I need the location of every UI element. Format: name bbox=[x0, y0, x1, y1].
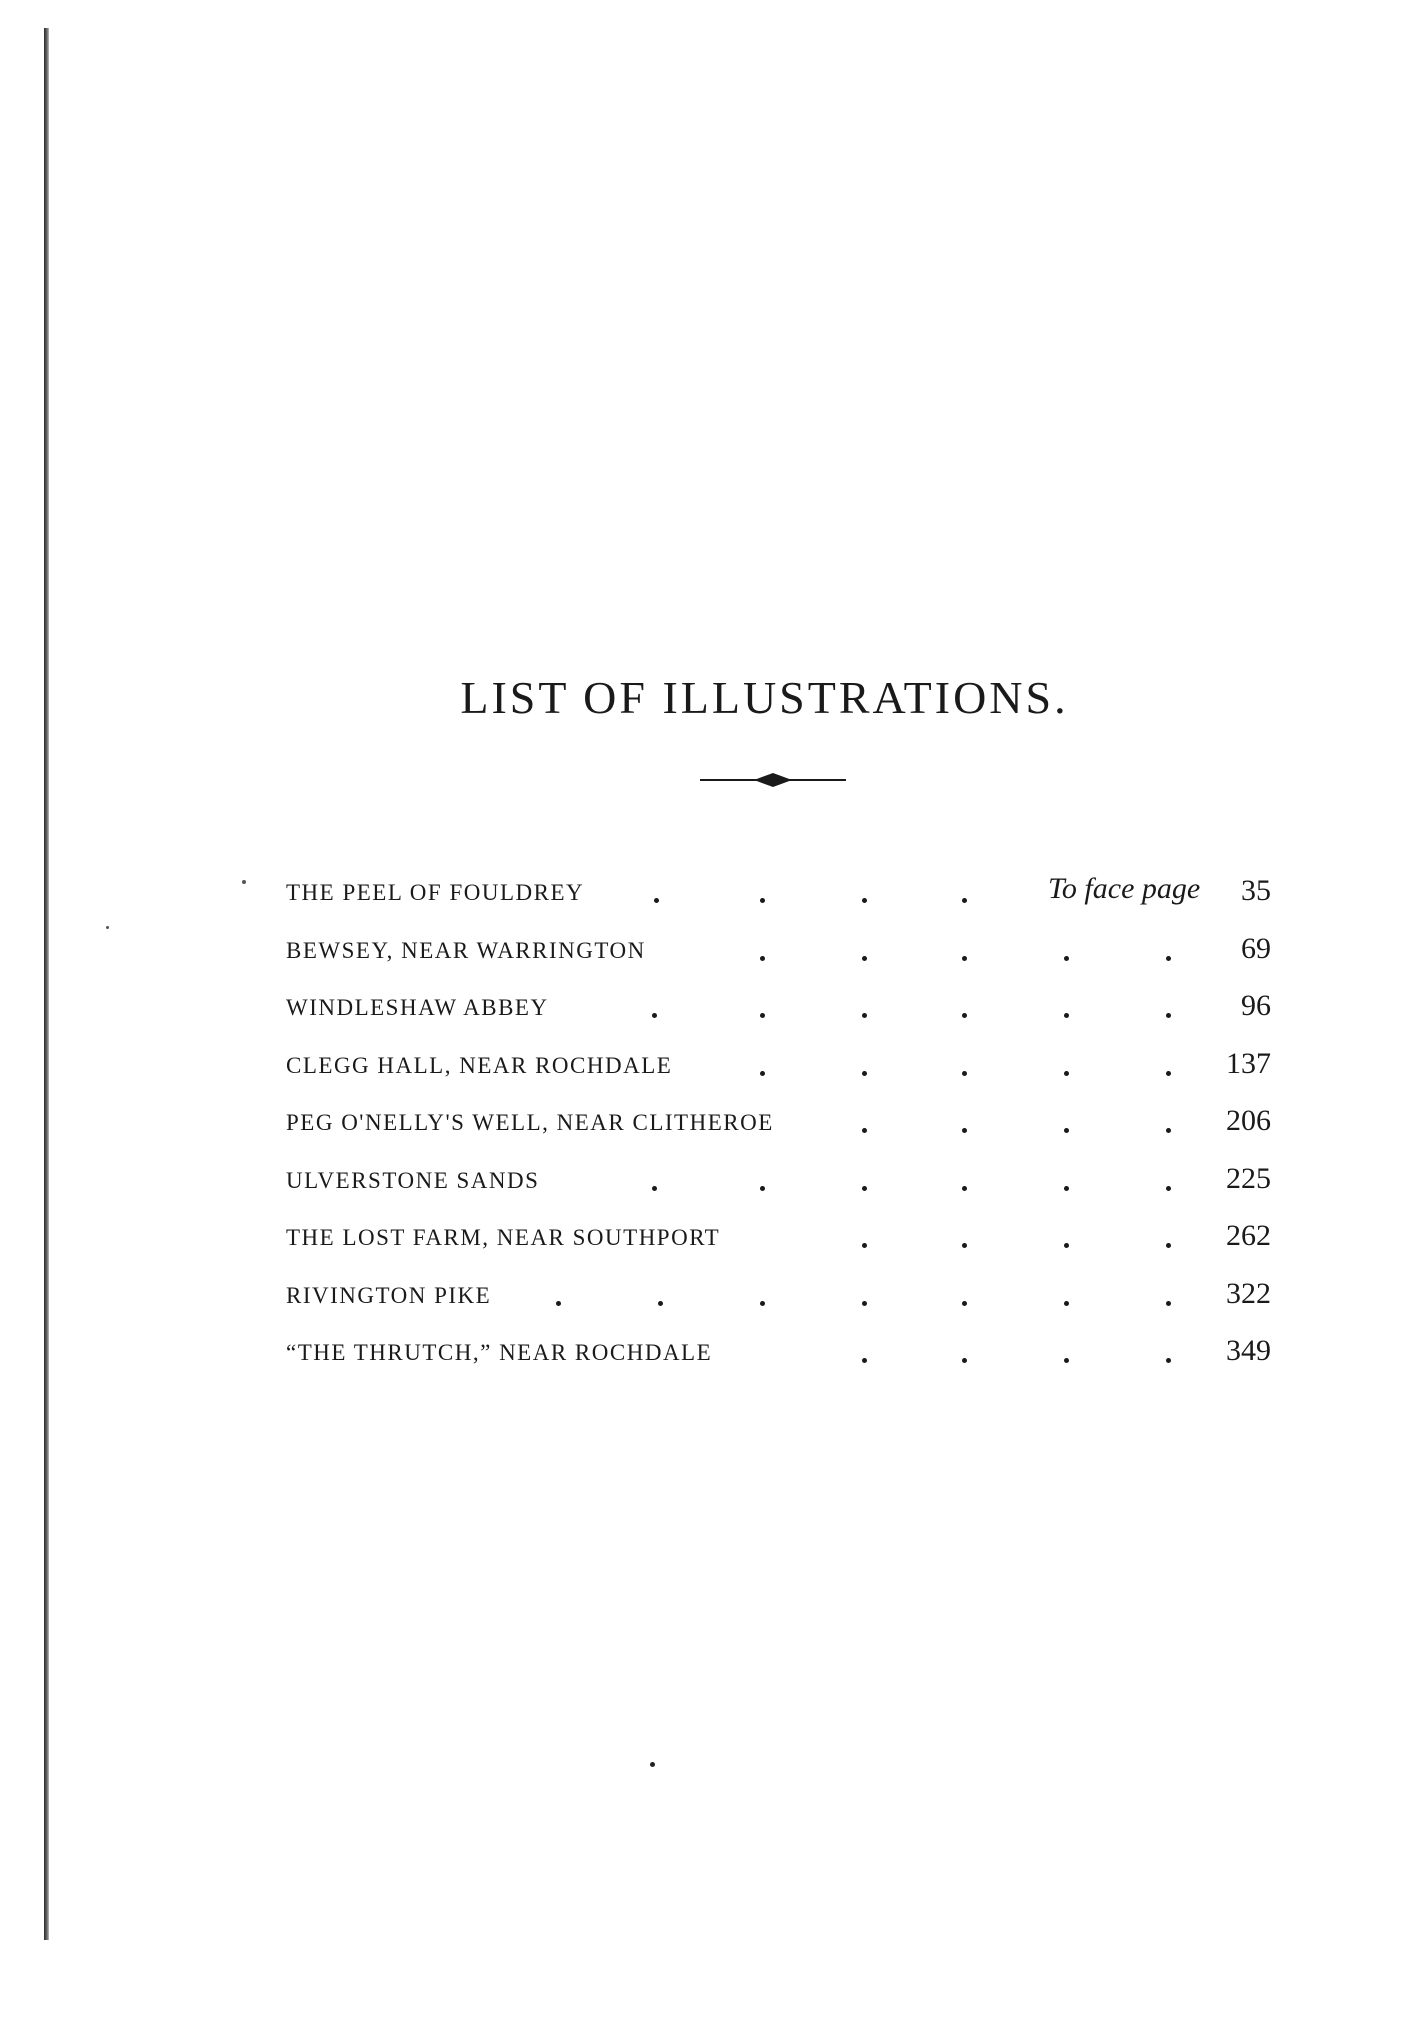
leader-dot bbox=[1166, 1243, 1171, 1248]
list-item bbox=[286, 872, 1271, 930]
leader-dot bbox=[1166, 1186, 1171, 1191]
dot-leader bbox=[286, 1275, 1271, 1325]
leader-dot bbox=[862, 898, 867, 903]
leader-dot bbox=[1064, 1243, 1069, 1248]
leader-dot bbox=[962, 1186, 967, 1191]
leader-dot bbox=[862, 1186, 867, 1191]
leader-dot bbox=[654, 898, 659, 903]
leader-dot bbox=[1064, 1128, 1069, 1133]
leader-dot bbox=[1064, 1358, 1069, 1363]
page-number: 137 bbox=[1226, 1046, 1271, 1080]
leader-dot bbox=[1166, 956, 1171, 961]
illustration-title: ULVERSTONE SANDS bbox=[286, 1167, 540, 1193]
leader-dot bbox=[760, 1013, 765, 1018]
leader-dot bbox=[1166, 1013, 1171, 1018]
list-item bbox=[286, 1045, 1271, 1103]
page-number: 322 bbox=[1226, 1276, 1271, 1310]
leader-dot bbox=[1064, 956, 1069, 961]
leader-dot bbox=[760, 1186, 765, 1191]
leader-dot bbox=[1064, 1013, 1069, 1018]
page-number: 69 bbox=[1241, 931, 1271, 965]
dot-leader bbox=[286, 930, 1271, 980]
page-number: 35 bbox=[1241, 874, 1271, 907]
face-page-label: To face page bbox=[1048, 872, 1201, 905]
leader-dot bbox=[652, 1013, 657, 1018]
page-number: 262 bbox=[1226, 1219, 1271, 1252]
list-item bbox=[286, 1275, 1271, 1333]
illustrations-list bbox=[286, 872, 1271, 1390]
ornament-rule-icon bbox=[700, 770, 846, 790]
dot-leader bbox=[286, 1217, 1271, 1267]
dot-leader bbox=[286, 1160, 1271, 1210]
leader-dot bbox=[1166, 1071, 1171, 1076]
illustration-title: WINDLESHAW ABBEY bbox=[286, 995, 549, 1020]
leader-dot bbox=[862, 1358, 867, 1363]
paper-speck bbox=[650, 1762, 655, 1767]
illustration-title: RIVINGTON PIKE bbox=[286, 1282, 492, 1308]
leader-dot bbox=[962, 1128, 967, 1133]
illustration-title: CLEGG HALL, NEAR ROCHDALE bbox=[286, 1052, 673, 1078]
leader-dot bbox=[862, 1128, 867, 1133]
leader-dot bbox=[760, 898, 765, 903]
leader-dot bbox=[862, 1301, 867, 1306]
leader-dot bbox=[862, 1071, 867, 1076]
leader-dot bbox=[1166, 1128, 1171, 1133]
leader-dot bbox=[1166, 1301, 1171, 1306]
page-number: 349 bbox=[1226, 1334, 1271, 1367]
leader-dot bbox=[862, 956, 867, 961]
leader-dot bbox=[962, 1301, 967, 1306]
dot-leader bbox=[286, 1102, 1271, 1152]
illustration-title: PEG O'NELLY'S WELL, NEAR CLITHEROE bbox=[286, 1110, 774, 1135]
page-binding-edge bbox=[44, 28, 49, 1940]
leader-dot bbox=[1064, 1186, 1069, 1191]
list-item bbox=[286, 930, 1271, 988]
leader-dot bbox=[962, 1358, 967, 1363]
list-item bbox=[286, 987, 1271, 1045]
list-item bbox=[286, 1217, 1271, 1275]
illustration-title: THE LOST FARM, NEAR SOUTHPORT bbox=[286, 1225, 721, 1250]
dot-leader bbox=[286, 1332, 1271, 1382]
page-number: 225 bbox=[1226, 1161, 1271, 1195]
leader-dot bbox=[760, 1301, 765, 1306]
list-item bbox=[286, 1102, 1271, 1160]
leader-dot bbox=[962, 956, 967, 961]
page-number: 96 bbox=[1241, 989, 1271, 1022]
leader-dot bbox=[962, 898, 967, 903]
leader-dot bbox=[962, 1013, 967, 1018]
page-title: LIST OF ILLUSTRATIONS. bbox=[460, 671, 1069, 723]
leader-dot bbox=[556, 1301, 561, 1306]
leader-dot bbox=[962, 1071, 967, 1076]
leader-dot bbox=[652, 1186, 657, 1191]
page-number: 206 bbox=[1226, 1104, 1271, 1137]
leader-dot bbox=[1166, 1358, 1171, 1363]
illustration-title: “THE THRUTCH,” NEAR ROCHDALE bbox=[286, 1340, 713, 1365]
leader-dot bbox=[862, 1243, 867, 1248]
dot-leader bbox=[286, 1045, 1271, 1095]
leader-dot bbox=[862, 1013, 867, 1018]
paper-speck bbox=[242, 880, 246, 884]
list-item bbox=[286, 1160, 1271, 1218]
illustration-title: BEWSEY, NEAR WARRINGTON bbox=[286, 937, 646, 963]
leader-dot bbox=[760, 1071, 765, 1076]
list-item bbox=[286, 1332, 1271, 1390]
leader-dot bbox=[658, 1301, 663, 1306]
paper-speck bbox=[106, 926, 109, 929]
illustration-title: THE PEEL OF FOULDREY bbox=[286, 880, 585, 905]
leader-dot bbox=[760, 956, 765, 961]
leader-dot bbox=[1064, 1071, 1069, 1076]
leader-dot bbox=[962, 1243, 967, 1248]
dot-leader bbox=[286, 987, 1271, 1037]
leader-dot bbox=[1064, 1301, 1069, 1306]
